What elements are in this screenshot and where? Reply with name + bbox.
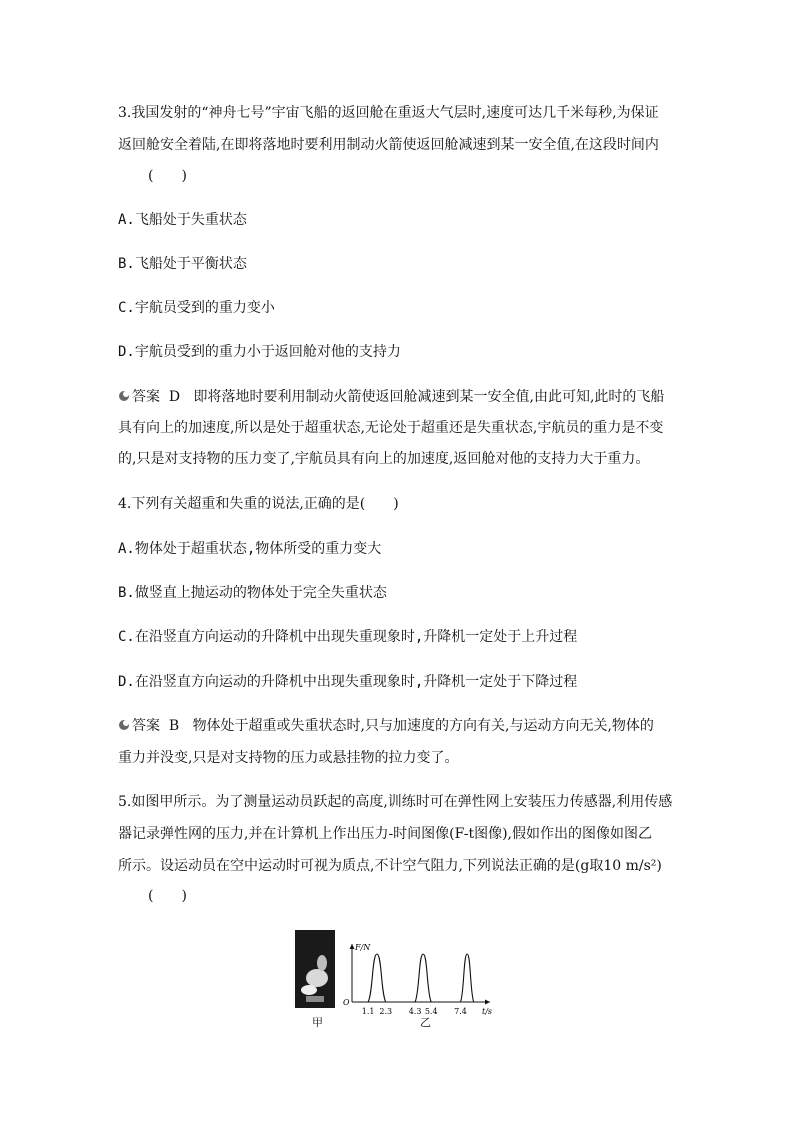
- answer-icon: [118, 719, 130, 731]
- figure-caption-jia: 甲: [312, 1016, 323, 1029]
- q3-option-b: B.飞船处于平衡状态: [118, 256, 247, 272]
- force-pulse-3: [461, 954, 474, 1002]
- q5-stem-line2: 器记录弹性网的压力,并在计算机上作出压力-时间图像(F-t图像),假如作出的图像如图乙: [118, 826, 652, 842]
- athlete-photo: [295, 930, 335, 1008]
- q4-option-b: B.做竖直上抛运动的物体处于完全失重状态: [118, 585, 387, 601]
- q4-option-c: C.在沿竖直方向运动的升降机中出现失重现象时,升降机一定处于上升过程: [118, 629, 578, 645]
- answer-label: 答案: [132, 389, 160, 405]
- x-tick-label: 2.3: [379, 1007, 393, 1016]
- force-pulse-1: [368, 954, 386, 1002]
- force-time-chart: [340, 936, 502, 1022]
- q5-bracket: ( ): [148, 888, 187, 904]
- q4-stem: 4.下列有关超重和失重的说法,正确的是( ): [118, 496, 399, 512]
- q5-figure: [292, 930, 502, 1030]
- answer-choice: D: [168, 389, 181, 405]
- q4-answer-line2: 重力并没变,只是对支持物的压力或悬挂物的拉力变了。: [118, 750, 459, 766]
- q3-option-d: D.宇航员受到的重力小于返回舱对他的支持力: [118, 344, 401, 360]
- answer-label: 答案: [132, 718, 160, 734]
- x-axis-label: t/s: [482, 1007, 493, 1016]
- answer-icon: [118, 390, 130, 402]
- q5-stem-line3: 所示。设运动员在空中运动时可视为质点,不计空气阻力,下列说法正确的是(g取10 m/s²): [118, 858, 662, 874]
- q3-answer-line2: 具有向上的加速度,所以是处于超重状态,无论处于超重还是失重状态,宇航员的重力是不变: [118, 420, 664, 436]
- x-tick-label: 4.3: [408, 1007, 422, 1016]
- q3-stem-line1: 3.我国发射的“神舟七号”宇宙飞船的返回舱在重返大气层时,速度可达几千米每秒,为保证: [118, 105, 659, 121]
- x-tick-label: 7.4: [454, 1007, 467, 1016]
- answer-choice: B: [168, 718, 180, 734]
- q3-option-c: C.宇航员受到的重力变小: [118, 300, 275, 316]
- figure-caption-yi: 乙: [420, 1016, 431, 1029]
- x-tick-label: 5.4: [424, 1007, 438, 1016]
- q4-answer-line1: [118, 716, 654, 736]
- y-axis-label: F/N: [355, 943, 371, 952]
- q3-bracket: ( ): [148, 168, 187, 184]
- y-axis-arrow: [350, 944, 355, 949]
- q3-stem-line2: 返回舱安全着陆,在即将落地时要利用制动火箭使返回舱减速到某一安全值,在这段时间内: [118, 137, 659, 153]
- q3-answer-line3: 的,只是对支持物的压力变了,宇航员具有向上的加速度,返回舱对他的支持力大于重力。: [118, 451, 650, 467]
- x-axis-arrow: [485, 1000, 490, 1005]
- force-pulse-2: [415, 954, 431, 1002]
- q4-option-d: D.在沿竖直方向运动的升降机中出现失重现象时,升降机一定处于下降过程: [118, 674, 578, 690]
- q5-stem-line1: 5.如图甲所示。为了测量运动员跃起的高度,训练时可在弹性网上安装压力传感器,利用传感: [118, 794, 673, 810]
- q3-answer-line1: [118, 387, 664, 407]
- answer-explanation: 即将落地时要利用制动火箭使返回舱减速到某一安全值,由此可知,此时的飞船: [193, 389, 665, 405]
- x-tick-label: 1.1: [361, 1007, 375, 1016]
- q3-option-a: A.飞船处于失重状态: [118, 212, 247, 228]
- origin-label: O: [343, 998, 350, 1007]
- q4-option-a: A.物体处于超重状态,物体所受的重力变大: [118, 541, 382, 557]
- answer-explanation: 物体处于超重或失重状态时,只与加速度的方向有关,与运动方向无关,物体的: [192, 718, 654, 734]
